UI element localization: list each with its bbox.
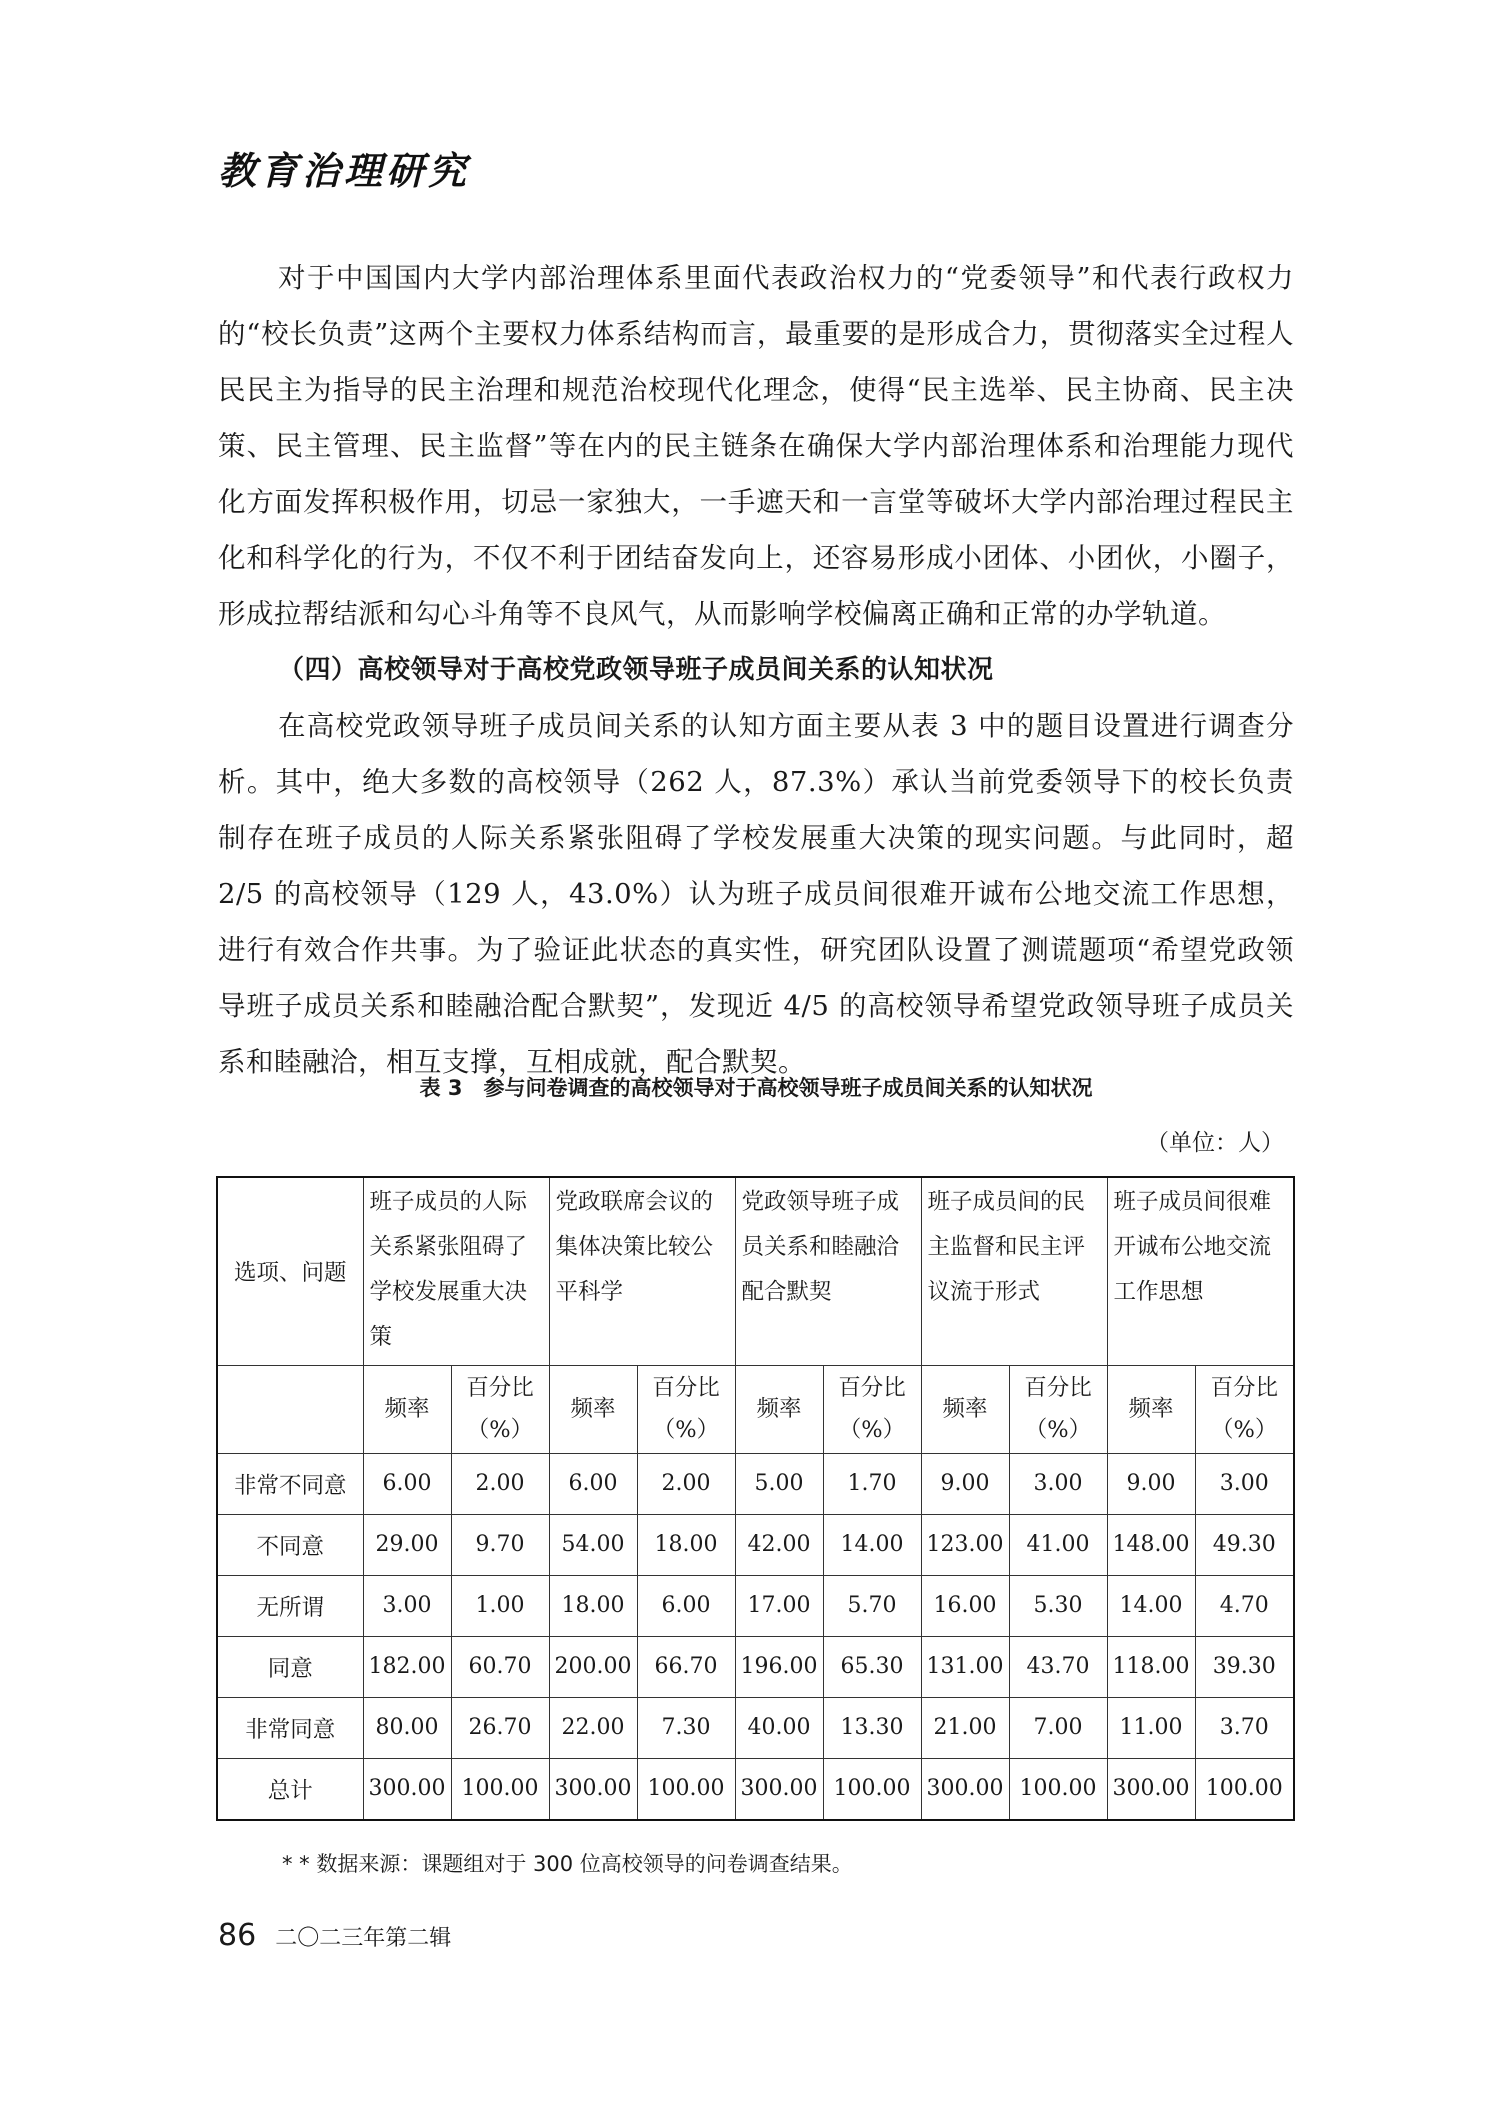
- freq-cell: 6.00: [363, 1453, 451, 1514]
- freq-cell: 9.00: [921, 1453, 1009, 1514]
- body-text: [218, 250, 1294, 1090]
- freq-cell: 6.00: [549, 1453, 637, 1514]
- pct-header-line2: （%）: [466, 1417, 534, 1443]
- table-row: [217, 1758, 1294, 1820]
- freq-cell: 131.00: [921, 1636, 1009, 1697]
- paragraph: 在高校党政领导班子成员间关系的认知方面主要从表 3 中的题目设置进行调查分析。其中，绝大多数的高校领导（262 人，87.3%）承认当前党委领导下的校长负责制存在班子成员的人际关系紧张阻碍了学校发展重大决策的现实问题。与此同时，超 2/5 的高校领导（129 人，43.0%）认为班子成员间很难开诚布公地交流工作思想，进行有效合作共事。为了验证此状态的真实性，研究团队设置了测谎题项“希望党政领导班子成员关系和睦融洽配合默契”，发现近 4/5 的高校领导希望党政领导班子成员关系和睦融洽，相互支撑，互相成就，配合默契。: [218, 710, 1294, 1078]
- pct-cell: 1.00: [451, 1575, 549, 1636]
- pct-header: [637, 1365, 735, 1453]
- freq-cell: 80.00: [363, 1697, 451, 1758]
- pct-header: [1009, 1365, 1107, 1453]
- pct-cell: 100.00: [1009, 1758, 1107, 1820]
- row-label: 总计: [217, 1758, 363, 1820]
- pct-cell: 49.30: [1195, 1514, 1294, 1575]
- section-heading: （四）高校领导对于高校党政领导班子成员间关系的认知状况: [278, 655, 994, 685]
- freq-cell: 54.00: [549, 1514, 637, 1575]
- pct-cell: 3.70: [1195, 1697, 1294, 1758]
- pct-cell: 1.70: [823, 1453, 921, 1514]
- pct-cell: 6.00: [637, 1575, 735, 1636]
- freq-cell: 300.00: [549, 1758, 637, 1820]
- pct-cell: 2.00: [451, 1453, 549, 1514]
- row-label: 非常同意: [217, 1697, 363, 1758]
- pct-header-line1: 百分比: [1024, 1375, 1092, 1401]
- pct-cell: 100.00: [451, 1758, 549, 1820]
- survey-table: [216, 1176, 1295, 1821]
- pct-cell: 39.30: [1195, 1636, 1294, 1697]
- pct-header-line1: 百分比: [838, 1375, 906, 1401]
- pct-header: [1195, 1365, 1294, 1453]
- freq-cell: 17.00: [735, 1575, 823, 1636]
- pct-header-line2: （%）: [652, 1417, 720, 1443]
- pct-cell: 3.00: [1195, 1453, 1294, 1514]
- pct-header-line2: （%）: [838, 1417, 906, 1443]
- empty-cell: [217, 1365, 363, 1453]
- freq-cell: 118.00: [1107, 1636, 1195, 1697]
- page-number: 86: [218, 1918, 257, 1953]
- freq-cell: 29.00: [363, 1514, 451, 1575]
- pct-cell: 43.70: [1009, 1636, 1107, 1697]
- pct-header-line1: 百分比: [466, 1375, 534, 1401]
- pct-cell: 41.00: [1009, 1514, 1107, 1575]
- pct-cell: 5.70: [823, 1575, 921, 1636]
- pct-cell: 3.00: [1009, 1453, 1107, 1514]
- pct-cell: 100.00: [637, 1758, 735, 1820]
- pct-cell: 60.70: [451, 1636, 549, 1697]
- row-label: 同意: [217, 1636, 363, 1697]
- table-row: [217, 1453, 1294, 1514]
- table-body: [217, 1453, 1294, 1820]
- pct-cell: 14.00: [823, 1514, 921, 1575]
- pct-cell: 9.70: [451, 1514, 549, 1575]
- freq-cell: 42.00: [735, 1514, 823, 1575]
- pct-cell: 18.00: [637, 1514, 735, 1575]
- table-caption: 表 3 参与问卷调查的高校领导对于高校领导班子成员间关系的认知状况: [419, 1076, 1093, 1100]
- question-header: 班子成员间的民主监督和民主评议流于形式: [921, 1177, 1107, 1365]
- pct-header-line1: 百分比: [1210, 1375, 1278, 1401]
- question-header: 班子成员间很难开诚布公地交流工作思想: [1107, 1177, 1294, 1365]
- freq-header: 频率: [735, 1365, 823, 1453]
- question-header: 党政联席会议的集体决策比较公平科学: [549, 1177, 735, 1365]
- freq-cell: 300.00: [921, 1758, 1009, 1820]
- pct-cell: 7.00: [1009, 1697, 1107, 1758]
- freq-cell: 40.00: [735, 1697, 823, 1758]
- pct-cell: 13.30: [823, 1697, 921, 1758]
- table-row: [217, 1575, 1294, 1636]
- freq-header: 频率: [549, 1365, 637, 1453]
- table-row: [217, 1697, 1294, 1758]
- freq-cell: 3.00: [363, 1575, 451, 1636]
- table-row: [217, 1514, 1294, 1575]
- freq-cell: 11.00: [1107, 1697, 1195, 1758]
- pct-cell: 66.70: [637, 1636, 735, 1697]
- question-header-row: [217, 1177, 1294, 1365]
- pct-cell: 7.30: [637, 1697, 735, 1758]
- freq-cell: 182.00: [363, 1636, 451, 1697]
- pct-header: [823, 1365, 921, 1453]
- freq-cell: 300.00: [735, 1758, 823, 1820]
- pct-cell: 65.30: [823, 1636, 921, 1697]
- pct-header-line2: （%）: [1211, 1417, 1278, 1443]
- table-unit-note: （单位：人）: [1146, 1130, 1284, 1156]
- pct-cell: 4.70: [1195, 1575, 1294, 1636]
- freq-cell: 300.00: [1107, 1758, 1195, 1820]
- freq-cell: 16.00: [921, 1575, 1009, 1636]
- freq-cell: 196.00: [735, 1636, 823, 1697]
- pct-header: [451, 1365, 549, 1453]
- row-label: 无所谓: [217, 1575, 363, 1636]
- freq-cell: 123.00: [921, 1514, 1009, 1575]
- freq-cell: 148.00: [1107, 1514, 1195, 1575]
- freq-cell: 5.00: [735, 1453, 823, 1514]
- freq-cell: 22.00: [549, 1697, 637, 1758]
- page-footer: [218, 1918, 451, 1953]
- corner-label: 选项、问题: [217, 1177, 363, 1365]
- question-header: 班子成员的人际关系紧张阻碍了学校发展重大决策: [363, 1177, 549, 1365]
- pct-cell: 2.00: [637, 1453, 735, 1514]
- paragraph: 对于中国国内大学内部治理体系里面代表政治权力的“党委领导”和代表行政权力的“校长负责”这两个主要权力体系结构而言，最重要的是形成合力，贯彻落实全过程人民民主为指导的民主治理和规范治校现代化理念，使得“民主选举、民主协商、民主决策、民主管理、民主监督”等在内的民主链条在确保大学内部治理体系和治理能力现代化方面发挥积极作用，切忌一家独大，一手遮天和一言堂等破坏大学内部治理过程民主化和科学化的行为，不仅不利于团结奋发向上，还容易形成小团体、小团伙，小圈子，形成拉帮结派和勾心斗角等不良风气，从而影响学校偏离正确和正常的办学轨道。: [218, 262, 1294, 630]
- journal-title: 教育治理研究: [218, 148, 471, 193]
- freq-header: 频率: [921, 1365, 1009, 1453]
- pct-cell: 5.30: [1009, 1575, 1107, 1636]
- pct-header-line2: （%）: [1024, 1417, 1092, 1443]
- freq-cell: 300.00: [363, 1758, 451, 1820]
- freq-cell: 18.00: [549, 1575, 637, 1636]
- table-row: [217, 1636, 1294, 1697]
- sub-header-row: [217, 1365, 1294, 1453]
- freq-header: 频率: [363, 1365, 451, 1453]
- issue-label: 二〇二三年第二辑: [275, 1926, 452, 1951]
- row-label: 不同意: [217, 1514, 363, 1575]
- freq-cell: 9.00: [1107, 1453, 1195, 1514]
- question-header: 党政领导班子成员关系和睦融洽配合默契: [735, 1177, 921, 1365]
- pct-cell: 100.00: [1195, 1758, 1294, 1820]
- pct-cell: 26.70: [451, 1697, 549, 1758]
- freq-cell: 21.00: [921, 1697, 1009, 1758]
- freq-cell: 14.00: [1107, 1575, 1195, 1636]
- pct-header-line1: 百分比: [652, 1375, 720, 1401]
- freq-cell: 200.00: [549, 1636, 637, 1697]
- row-label: 非常不同意: [217, 1453, 363, 1514]
- freq-header: 频率: [1107, 1365, 1195, 1453]
- source-note: * * 数据来源：课题组对于 300 位高校领导的问卷调查结果。: [282, 1852, 853, 1876]
- pct-cell: 100.00: [823, 1758, 921, 1820]
